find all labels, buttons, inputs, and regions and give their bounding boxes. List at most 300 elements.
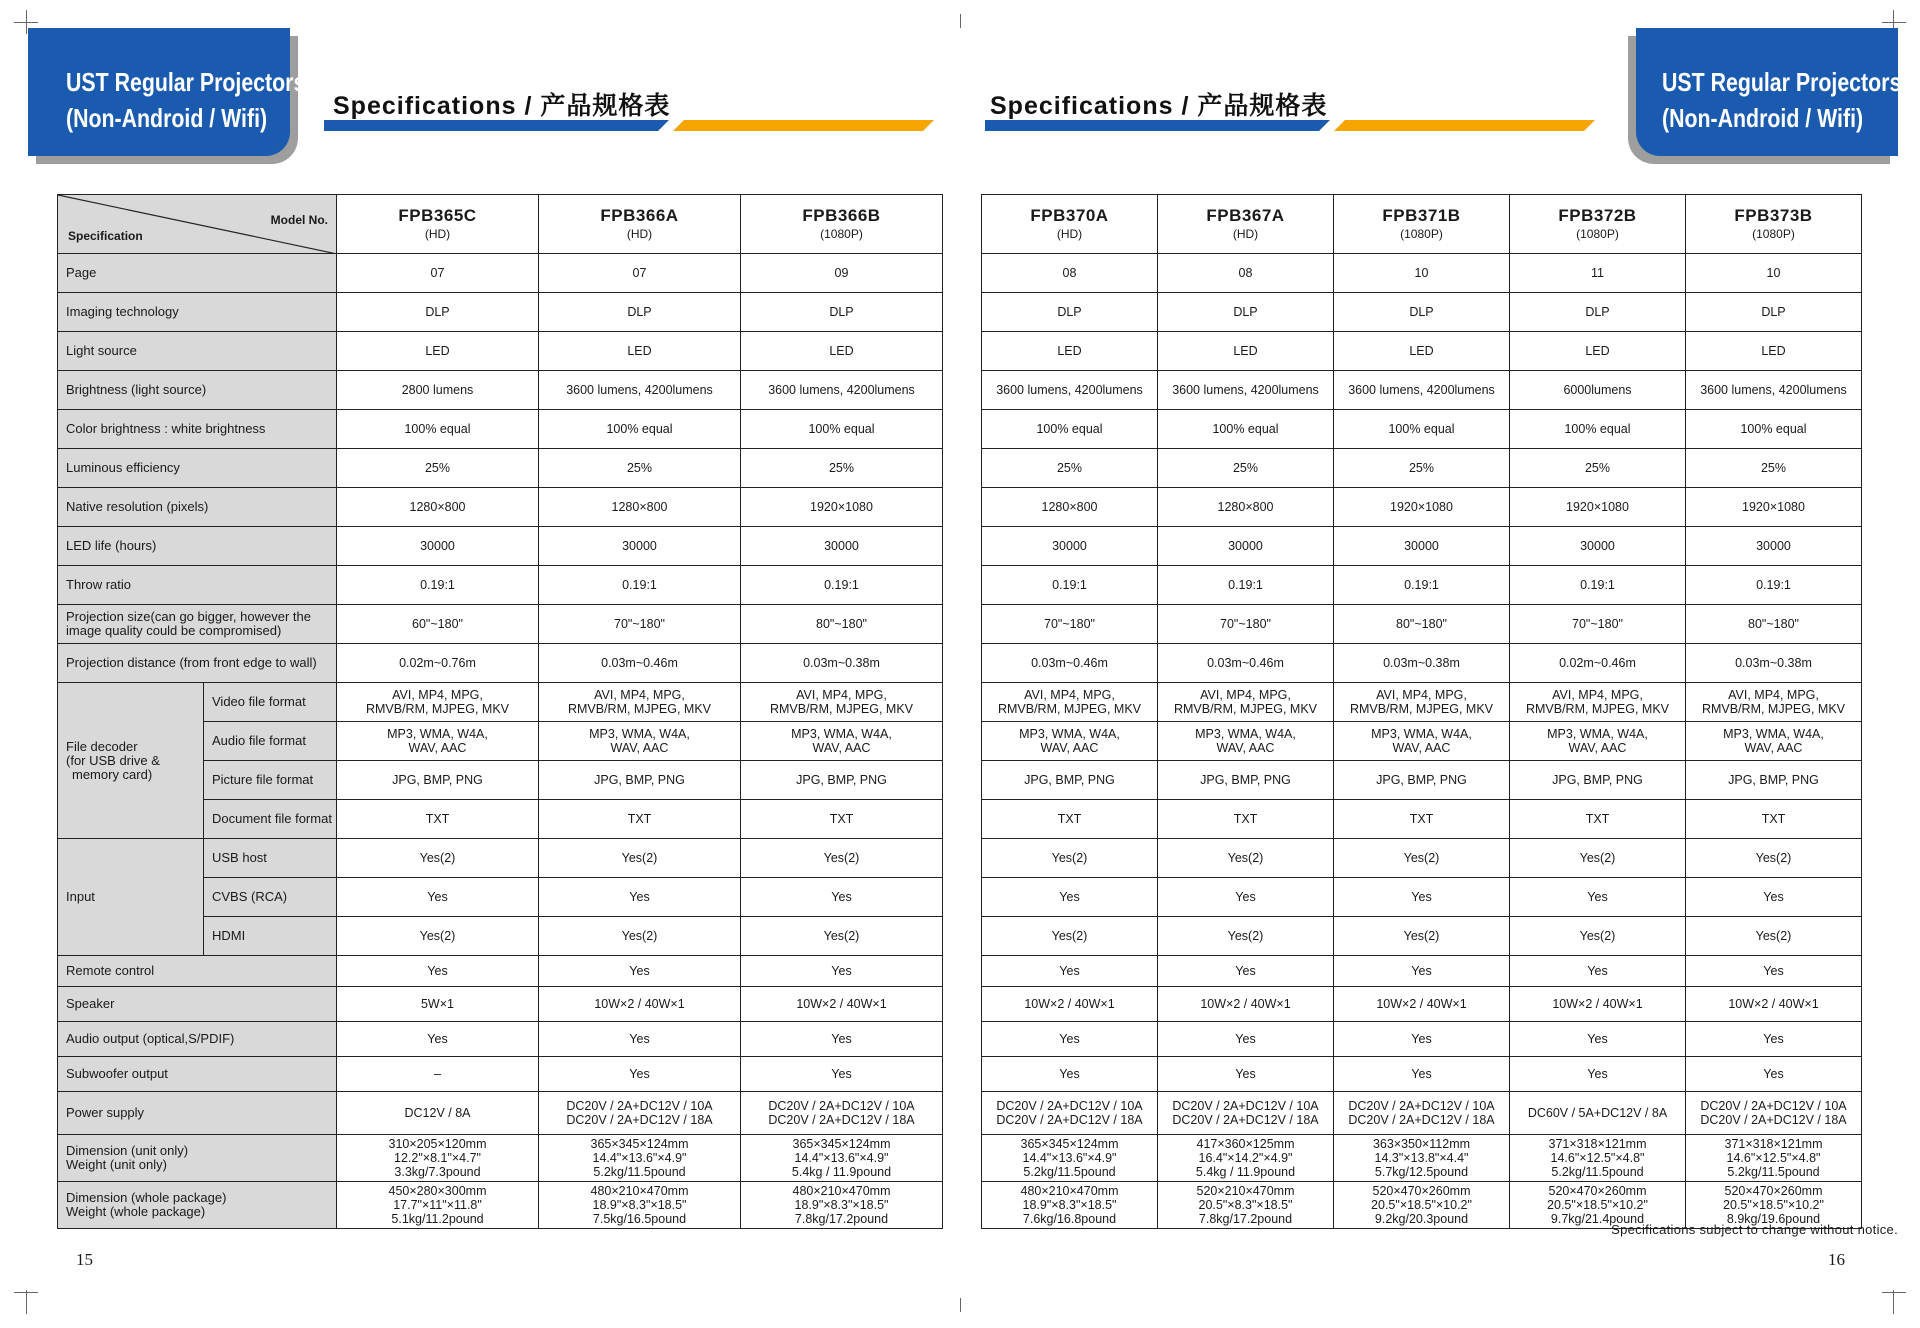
page-title: Specifications / 产品规格表 [990,92,1328,120]
table-row [58,1135,943,1182]
group-label-input: Input [58,839,204,956]
cell-line: 20.5"×8.3"×18.5" [1198,1198,1293,1212]
model-no-label: Model No. [270,213,328,227]
cell: 25% [337,449,539,488]
cell: JPG, BMP, PNG [982,761,1158,800]
cell: LED [1158,332,1334,371]
table-row [982,371,1862,410]
model-resolution: (1080P) [1400,227,1443,241]
cell: Yes(2) [741,917,943,956]
table-row [982,527,1862,566]
cell: 30000 [1510,527,1686,566]
cell-line: 7.8kg/17.2pound [794,1212,889,1226]
cell: 0.19:1 [741,566,943,605]
model-resolution: (1080P) [820,227,863,241]
cell: 08 [982,254,1158,293]
cell: 100% equal [1686,410,1862,449]
cell-line: 18.9"×8.3"×18.5" [592,1198,687,1212]
cell: 1920×1080 [1686,488,1862,527]
cell-line: DC20V / 2A+DC12V / 10A [566,1099,713,1113]
cell-line: AVI, MP4, MPG, [796,688,887,702]
model-resolution: (1080P) [1576,227,1619,241]
cell-line: 520×470×260mm [1372,1184,1471,1198]
cell [539,683,741,722]
cell: Yes(2) [1686,839,1862,878]
sub-label: Audio file format [204,722,337,761]
cell [337,722,539,761]
cell: 10W×2 / 40W×1 [539,987,741,1022]
cell [741,1092,943,1135]
cell-line: 5.2kg/11.5pound [1551,1165,1644,1179]
title-stripe [324,120,934,131]
title-stripe [985,120,1595,131]
row-label: Speaker [58,987,337,1022]
cell-line: 7.6kg/16.8pound [1022,1212,1117,1226]
cell: TXT [1686,800,1862,839]
cell: 80"~180" [1686,605,1862,644]
cell: 0.19:1 [539,566,741,605]
cell: DLP [1510,293,1686,332]
cell: JPG, BMP, PNG [539,761,741,800]
table-row [58,410,943,449]
spec-table-left [57,194,943,1229]
cell [1510,683,1686,722]
cell-line: MP3, WMA, W4A, [1723,727,1824,741]
cell: Yes [1510,1022,1686,1057]
cell: Yes [539,1057,741,1092]
cell-line: WAV, AAC [610,741,669,755]
sub-label: Video file format [204,683,337,722]
row-label: Light source [58,332,337,371]
cell-line: 480×210×470mm [1020,1184,1119,1198]
cell: 30000 [539,527,741,566]
row-label: Power supply [58,1092,337,1135]
cell-line: WAV, AAC [1392,741,1451,755]
cell-line: 371×318×121mm [1548,1137,1647,1151]
cell-line: 18.9"×8.3"×18.5" [1022,1198,1117,1212]
cell: Yes [1334,1057,1510,1092]
cell-line: 365×345×124mm [792,1137,891,1151]
cell-line: DC20V / 2A+DC12V / 18A [566,1113,713,1127]
table-row [982,878,1862,917]
cell [982,683,1158,722]
cell: 10W×2 / 40W×1 [741,987,943,1022]
cell: LED [741,332,943,371]
table-row [982,956,1862,987]
right-page [960,0,1920,1328]
cell-line: WAV, AAC [1040,741,1099,755]
cell-line: 14.4"×13.6"×4.9" [794,1151,889,1165]
cell: 0.19:1 [1686,566,1862,605]
cell: 70"~180" [982,605,1158,644]
banner-line-1: UST Regular Projectors [1662,67,1902,97]
cell-line: DC20V / 2A+DC12V / 18A [768,1113,915,1127]
cell: 80"~180" [1334,605,1510,644]
cell [1686,1092,1862,1135]
cell-line: 14.6"×12.5"×4.8" [1726,1151,1821,1165]
cell [1158,1182,1334,1229]
cell-line: 7.5kg/16.5pound [592,1212,687,1226]
cell [1686,683,1862,722]
row-label: Throw ratio [58,566,337,605]
model-name: FPB373B [1734,206,1813,225]
cell: DLP [1158,293,1334,332]
cell: 10W×2 / 40W×1 [982,987,1158,1022]
cell: JPG, BMP, PNG [1334,761,1510,800]
cell: 11 [1510,254,1686,293]
cell: 30000 [1158,527,1334,566]
cell-line: MP3, WMA, W4A, [1371,727,1472,741]
table-row [58,1022,943,1057]
cell: 60"~180" [337,605,539,644]
cell: 30000 [1686,527,1862,566]
cell-line: 5.2kg/11.5pound [1023,1165,1116,1179]
table-row [982,987,1862,1022]
cell: DLP [1686,293,1862,332]
cell: 0.03m~0.38m [1686,644,1862,683]
cell: Yes [1158,956,1334,987]
cell-line: MP3, WMA, W4A, [791,727,892,741]
cell-line: DC60V / 5A+DC12V / 8A [1527,1106,1668,1120]
cell: 0.03m~0.38m [741,644,943,683]
row-label: Remote control [58,956,337,987]
cell: 1920×1080 [1510,488,1686,527]
cell: Yes [741,1022,943,1057]
cell: 1920×1080 [741,488,943,527]
group-label-line: File decoder [66,738,138,754]
cell: 3600 lumens, 4200lumens [741,371,943,410]
cell-line: AVI, MP4, MPG, [1376,688,1467,702]
table-row [982,917,1862,956]
cell-line: 310×205×120mm [388,1137,487,1151]
cell: 10W×2 / 40W×1 [1334,987,1510,1022]
cell [982,722,1158,761]
cell-line: DC20V / 2A+DC12V / 18A [1348,1113,1495,1127]
cell-line: 363×350×112mm [1372,1137,1471,1151]
cell: 3600 lumens, 4200lumens [539,371,741,410]
cell-line: RMVB/RM, MJPEG, MKV [997,702,1142,716]
cell-line: 9.2kg/20.3pound [1374,1212,1469,1226]
cell [741,722,943,761]
cell-line: 17.7"×11"×11.8" [393,1198,482,1212]
cell: TXT [1158,800,1334,839]
cell: TXT [741,800,943,839]
cell-line: DC20V / 2A+DC12V / 10A [1172,1099,1319,1113]
cell: Yes [1686,1057,1862,1092]
cell: Yes [741,1057,943,1092]
category-banner [1636,28,1902,156]
cell: Yes [1510,878,1686,917]
cell: TXT [1334,800,1510,839]
cell [1158,1135,1334,1182]
cell: 100% equal [1510,410,1686,449]
cell: JPG, BMP, PNG [337,761,539,800]
spec-table-right [981,194,1862,1229]
cell: 100% equal [539,410,741,449]
table-row [58,1182,943,1229]
table-row [58,956,943,987]
cell-line: DC20V / 2A+DC12V / 18A [996,1113,1143,1127]
table-row [58,1092,943,1135]
cell-line: 480×210×470mm [590,1184,689,1198]
table-row [58,987,943,1022]
cell-line: AVI, MP4, MPG, [1200,688,1291,702]
cell: 80"~180" [741,605,943,644]
cell: Yes [982,1057,1158,1092]
cell-line: 5.7kg/12.5pound [1374,1165,1469,1179]
cell: 0.19:1 [1510,566,1686,605]
cell: 0.02m~0.46m [1510,644,1686,683]
cell: 25% [1510,449,1686,488]
model-resolution: (HD) [626,227,653,241]
model-header [1158,195,1334,254]
cell: Yes(2) [1334,839,1510,878]
cell: Yes(2) [1510,917,1686,956]
model-name: FPB366B [802,206,881,225]
cell: Yes(2) [539,917,741,956]
cell [1158,683,1334,722]
cell: 25% [741,449,943,488]
table-row [982,683,1862,722]
cell-line: WAV, AAC [1216,741,1275,755]
group-label-line: (for USB drive & [66,752,160,768]
cell: Yes [337,1022,539,1057]
table-row [982,293,1862,332]
group-label-file-decoder [58,683,204,839]
cell: DLP [741,293,943,332]
table-row [982,605,1862,644]
cell-line: DC20V / 2A+DC12V / 18A [1172,1113,1319,1127]
cell: TXT [982,800,1158,839]
cell: 0.02m~0.76m [337,644,539,683]
sub-label: CVBS (RCA) [204,878,337,917]
cell: 1280×800 [982,488,1158,527]
cell [1158,722,1334,761]
cell-line: DC20V / 2A+DC12V / 10A [1348,1099,1495,1113]
table-row [982,761,1862,800]
cell: 3600 lumens, 4200lumens [1334,371,1510,410]
cell: Yes(2) [337,839,539,878]
table-row [982,410,1862,449]
cell: 10 [1686,254,1862,293]
banner-line-1: UST Regular Projectors [66,67,306,97]
row-label: Imaging technology [58,293,337,332]
cell [1334,1182,1510,1229]
row-label: Audio output (optical,S/PDIF) [58,1022,337,1057]
cell-line: MP3, WMA, W4A, [387,727,488,741]
model-name: FPB371B [1382,206,1461,225]
cell-line: MP3, WMA, W4A, [1547,727,1648,741]
cell: 100% equal [1158,410,1334,449]
row-label: Subwoofer output [58,1057,337,1092]
cell-line: RMVB/RM, MJPEG, MKV [365,702,510,716]
cell-line: 5.1kg/11.2pound [391,1212,484,1226]
cell [337,1182,539,1229]
cell: Yes [982,878,1158,917]
cell [1510,1135,1686,1182]
sub-label: Document file format [204,800,337,839]
cell: Yes [1158,1057,1334,1092]
row-label-line: Weight (unit only) [66,1157,167,1172]
cell: 70"~180" [1510,605,1686,644]
row-label [58,605,337,644]
model-resolution: (HD) [424,227,451,241]
cell: TXT [337,800,539,839]
cell: Yes(2) [1158,839,1334,878]
model-header [539,195,741,254]
cell-line: AVI, MP4, MPG, [1552,688,1643,702]
cell: Yes [539,1022,741,1057]
cell [1510,1092,1686,1135]
table-row [58,254,943,293]
cell-line: 16.4"×14.2"×4.9" [1198,1151,1293,1165]
cell: Yes [1334,878,1510,917]
cell [1686,722,1862,761]
model-header [1334,195,1510,254]
row-label-line: Weight (whole package) [66,1204,206,1219]
cell: Yes(2) [1686,917,1862,956]
table-row [982,254,1862,293]
row-label: Brightness (light source) [58,371,337,410]
cell: 0.03m~0.46m [1158,644,1334,683]
model-header [1686,195,1862,254]
table-row [982,1135,1862,1182]
cell [982,1135,1158,1182]
cell: 6000lumens [1510,371,1686,410]
cell: 25% [982,449,1158,488]
cell: Yes(2) [1510,839,1686,878]
cell [539,1092,741,1135]
cell: 1280×800 [337,488,539,527]
model-name: FPB370A [1030,206,1109,225]
category-banner [28,28,306,156]
cell: 08 [1158,254,1334,293]
cell-line: MP3, WMA, W4A, [1019,727,1120,741]
table-row [58,488,943,527]
cell-line: 520×470×260mm [1548,1184,1647,1198]
cell: 30000 [1334,527,1510,566]
cell-line: 20.5"×18.5"×10.2" [1371,1198,1472,1212]
sub-label: USB host [204,839,337,878]
cell-line: 20.5"×18.5"×10.2" [1547,1198,1648,1212]
table-row [58,1057,943,1092]
table-row [58,332,943,371]
model-resolution: (1080P) [1752,227,1795,241]
cell-line: WAV, AAC [812,741,871,755]
cell: Yes(2) [1334,917,1510,956]
cell: 09 [741,254,943,293]
row-label-line: image quality could be compromised) [66,623,282,638]
cell-line: 5.2kg/11.5pound [1727,1165,1820,1179]
cell [539,1135,741,1182]
cell-line: 365×345×124mm [1020,1137,1119,1151]
cell: LED [1686,332,1862,371]
cell-line: WAV, AAC [1744,741,1803,755]
row-label: Luminous efficiency [58,449,337,488]
cell-line: 12.2"×8.1"×4.7" [394,1151,481,1165]
table-row [58,449,943,488]
cell: 25% [1158,449,1334,488]
table-row [982,644,1862,683]
cell-line: DC20V / 2A+DC12V / 10A [996,1099,1143,1113]
cell: – [337,1057,539,1092]
cell [1158,1092,1334,1135]
cell-line: 8.9kg/19.6pound [1726,1212,1821,1226]
cell: 10W×2 / 40W×1 [1686,987,1862,1022]
cell-line: AVI, MP4, MPG, [1024,688,1115,702]
row-label: LED life (hours) [58,527,337,566]
cell: 0.19:1 [337,566,539,605]
cell-line: RMVB/RM, MJPEG, MKV [769,702,914,716]
cell: 30000 [337,527,539,566]
cell-line: DC20V / 2A+DC12V / 10A [1700,1099,1847,1113]
cell: 100% equal [337,410,539,449]
cell: Yes [1686,878,1862,917]
cell [337,1092,539,1135]
cell: 100% equal [982,410,1158,449]
table-row [58,566,943,605]
cell: Yes [1510,956,1686,987]
cell: 0.19:1 [1334,566,1510,605]
cell-line: RMVB/RM, MJPEG, MKV [567,702,712,716]
cell [1334,683,1510,722]
cell: 30000 [982,527,1158,566]
cell-line: 5.4kg / 11.9pound [1195,1165,1296,1179]
row-label: Page [58,254,337,293]
cell-line: 520×210×470mm [1196,1184,1295,1198]
banner-line-2: (Non-Android / Wifi) [1662,103,1864,133]
cell: Yes [539,878,741,917]
cell: LED [337,332,539,371]
cell-line: 20.5"×18.5"×10.2" [1723,1198,1824,1212]
cell-line: RMVB/RM, MJPEG, MKV [1173,702,1318,716]
cell: 1280×800 [539,488,741,527]
cell: Yes [1510,1057,1686,1092]
cell-line: 18.9"×8.3"×18.5" [794,1198,889,1212]
cell: Yes [337,878,539,917]
cell-line: 371×318×121mm [1724,1137,1823,1151]
cell-line: MP3, WMA, W4A, [589,727,690,741]
table-row [58,527,943,566]
cell-line: 5.4kg / 11.9pound [791,1165,892,1179]
page-title: Specifications / 产品规格表 [333,92,671,120]
cell-line: 9.7kg/21.4pound [1550,1212,1645,1226]
row-label: Native resolution (pixels) [58,488,337,527]
group-label-line: memory card) [72,766,153,782]
table-row [58,839,943,878]
cell-line: 5.2kg/11.5pound [593,1165,686,1179]
model-name: FPB365C [398,206,477,225]
cell: JPG, BMP, PNG [1158,761,1334,800]
table-row [58,683,943,722]
cell: Yes [337,956,539,987]
table-row [982,1057,1862,1092]
cell: 100% equal [1334,410,1510,449]
cell-line: 3.3kg/7.3pound [394,1165,481,1179]
cell [539,722,741,761]
cell: 0.19:1 [1158,566,1334,605]
page-number: 15 [76,1250,93,1269]
cell: 0.03m~0.46m [982,644,1158,683]
cell: 10W×2 / 40W×1 [1158,987,1334,1022]
cell: 3600 lumens, 4200lumens [1158,371,1334,410]
model-name: FPB372B [1558,206,1637,225]
model-header [741,195,943,254]
cell [741,1135,943,1182]
cell: 70"~180" [539,605,741,644]
table-row [982,488,1862,527]
cell: 25% [1686,449,1862,488]
